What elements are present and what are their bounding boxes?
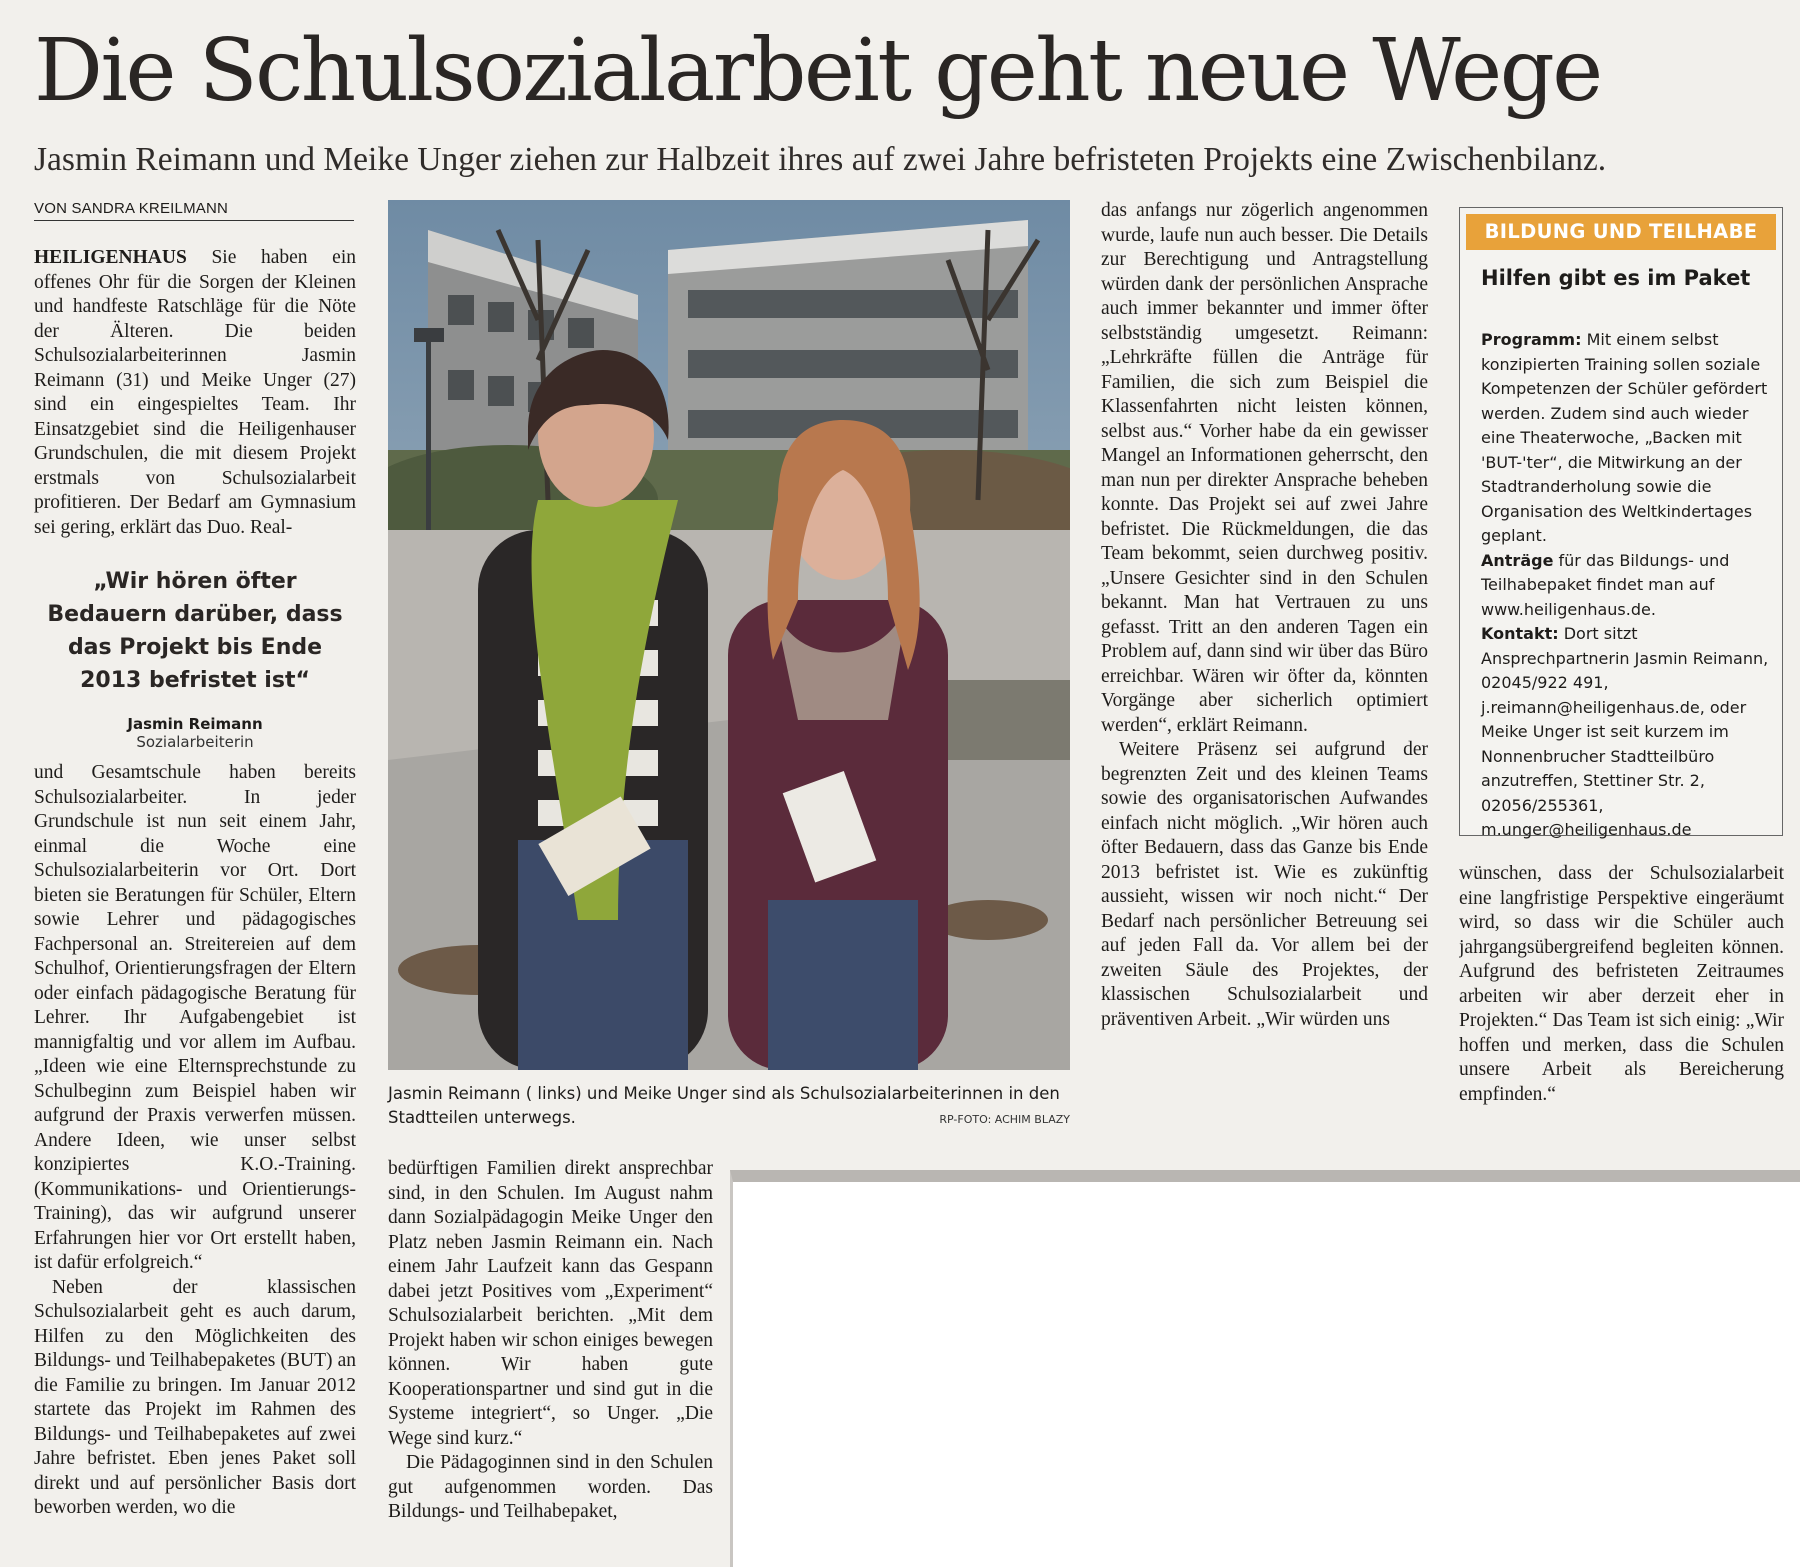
- article-text: Sie haben ein offenes Ohr für die Sorgen der Kleinen und handfeste Ratschläge für die Nöte der Älteren. Die beiden Schulsozialarbeiterinnen Jasmin Reimann (31) und Meike Unger (27) sind ein eingespieltes Team. Ihr Einsatzgebiet sind die Heiligenhauser Grundschulen, die mit diesem Projekt erstmals von Schulsozialarbeit profitieren. Der Bedarf am Gymnasium sei gering, erklärt das Duo. Real-: [34, 247, 356, 538]
- paragraph: und Gesamtschule haben bereits Schulsozialarbeiter. In jeder Grundschule ist nun seit einem Jahr, einmal die Woche eine Schulsozialarbeiterin vor Ort. Dort bieten sie Beratungen für Schüler, Eltern sowie Lehrer und pädagogisches Fachpersonal an. Streitereien auf dem Schulhof, Orientierungsfragen der Eltern oder einfach pädagogische Beratung für Lehrer. Ihr Aufgabengebiet ist mannigfaltig und vor allem im Aufbau. „Ideen wie eine Elternsprechstunde zu Schulbeginn zum Beispiel haben wir aufgrund der Praxis verwerfen müssen. Andere Ideen, wie unser selbst konzipiertes K.O.-Training. (Kommunikations- und Orientierungs-Training), das wir aufgrund unserer Erfahrungen hier vor Ort erstellt haben, ist dafür erfolgreich.“: [34, 762, 356, 1273]
- pull-quote-text: „Wir hören öfter Bedauern darüber, dass das Projekt bis Ende 2013 befristet ist“: [47, 569, 343, 693]
- article-column-1-bottom: [34, 761, 356, 1551]
- byline: VON SANDRA KREILMANN: [34, 200, 354, 221]
- article-column-2-bottom: [388, 1157, 713, 1552]
- info-box-tag: BILDUNG UND TEILHABE: [1466, 214, 1776, 250]
- info-text-programm: Mit einem selbst konzipierten Training sollen soziale Kompetenzen der Schüler gefördert werden. Zudem sind auch wieder eine Theaterwoche, „Backen mit 'BUT-'ter“, die Mitwirkung an der Stadtranderholung sowie die Organisation des Weltkindertages geplant.: [1481, 330, 1768, 545]
- article-photo: [388, 200, 1070, 1070]
- article-column-4: [1459, 862, 1784, 1142]
- paragraph: das anfangs nur zögerlich angenommen wurde, laufe nun auch besser. Die Details zur Berechtigung und Antragstellung würden dank der persönlichen Ansprache auch immer bekannter und immer öfter selbstständig umgesetzt. Reimann: „Lehrkräfte füllen die Anträge für Familien, die sich zum Beispiel die Klassenfahrten nicht leisten können, selbst aus.“ Vorher habe da ein gewisser Mangel an Informationen geherrscht, den man nun per direkter Ansprache beheben konnte. Das Projekt sei auf zwei Jahre befristet. Die Rückmeldungen, die das Team bekommt, seien durchweg positiv. „Unsere Gesichter sind in den Schulen bekannt. Man hat Vertrauen zu uns gefasst. Tritt an den anderen Tagen ein Problem auf, dann sind wir über das Büro erreichbar. Wären wir öfter da, könnten Vorgänge aber sicherlich optimiert werden“, erklärt Reimann.: [1101, 200, 1428, 736]
- pull-quote: [40, 565, 350, 751]
- photo-credit: RP-FOTO: ACHIM BLAZY: [939, 1113, 1070, 1126]
- info-box: [1459, 207, 1783, 839]
- photo-illustration: [388, 200, 1070, 1070]
- pull-quote-role: Sozialarbeiterin: [136, 733, 254, 751]
- paragraph: Neben der klassischen Schulsozialarbeit geht es auch darum, Hilfen zu den Möglichkeiten des Bildungs- und Teilhabepaketes (BUT) an die Familie zu bringen. Im Januar 2012 startete das Projekt im Rahmen des Bildungs- und Teilhabepaketes auf zwei Jahre befristet. Eben jenes Paket soll direkt und auf persönlicher Basis dort beworben werden, wo die: [34, 1276, 356, 1518]
- article-column-1-top: [34, 246, 356, 542]
- info-label-antraege: Anträge: [1481, 550, 1554, 570]
- info-text-antraege: für das Bildungs- und Teilhabepaket findet man auf www.heiligenhaus.de.: [1481, 550, 1730, 619]
- pull-quote-name: Jasmin Reimann: [127, 715, 263, 733]
- info-box-title: Hilfen gibt es im Paket: [1481, 266, 1751, 290]
- paragraph: Die Pädagoginnen sind in den Schulen gut aufgenommen worden. Das Bildungs- und Teilhabepaket,: [388, 1452, 713, 1522]
- info-text-kontakt: Dort sitzt Ansprechpartnerin Jasmin Reimann, 02045/922 491, j.reimann@heiligenhaus.de, oder Meike Unger ist seit kurzem im Nonnenbrucher Stadtteilbüro anzutreffen, Stettiner Str. 2, 02056/255361, m.unger@heiligenhaus.de: [1481, 624, 1769, 839]
- paragraph: Weitere Präsenz sei aufgrund der begrenzten Zeit und des kleinen Teams sowie des organisatorischen Aufwandes einfach nicht möglich. „Wir hören auch öfter Bedauern, dass das Ganze bis Ende 2013 befristet ist. Wie es zukünftig aussieht, wissen wir noch nicht.“ Der Bedarf nach persönlicher Betreuung sei auf jeden Fall da. Vor allem bei der zweiten Säule des Projektes, der klassischen Schulsozialarbeit und präventiven Arbeit. „Wir würden uns: [1101, 739, 1428, 1030]
- dateline: HEILIGENHAUS: [34, 247, 187, 268]
- info-box-text: [1481, 328, 1773, 843]
- photo-caption: Jasmin Reimann ( links) und Meike Unger sind als Schulsozialarbeiterinnen in den Stadtteilen unterwegs.: [388, 1084, 1060, 1127]
- info-label-kontakt: Kontakt:: [1481, 624, 1559, 643]
- headline: Die Schulsozialarbeit geht neue Wege: [34, 21, 1601, 121]
- paragraph: bedürftigen Familien direkt ansprechbar sind, in den Schulen. Im August nahm dann Sozialpädagogin Meike Unger den Platz neben Jasmin Reimann ein. Nach einem Jahr Laufzeit kann das Gespann dabei jetzt Positives vom „Experiment“ Schulsozialarbeit berichten. „Mit dem Projekt haben wir schon einiges bewegen können. Wir haben gute Kooperationspartner und sind gut in die Systeme integriert“, so Unger. „Die Wege sind kurz.“: [388, 1158, 713, 1449]
- info-label-programm: Programm:: [1481, 330, 1582, 349]
- subheadline: Jasmin Reimann und Meike Unger ziehen zur Halbzeit ihres auf zwei Jahre befristeten Projekts eine Zwischenbilanz.: [34, 141, 1607, 178]
- article-column-3: [1101, 199, 1428, 1139]
- paragraph: wünschen, dass der Schulsozialarbeit eine langfristige Perspektive eingeräumt wird, so dass wir die Schüler auch jahrgangsübergreifend begleiten können. Aufgrund des befristeten Zeitraumes arbeiten wir aber derzeit eher in Projekten.“ Das Team ist sich einig: „Wir hoffen und merken, dass die Schulen unsere Arbeit als Bereicherung empfinden.“: [1459, 863, 1784, 1105]
- blank-paper-area: [730, 1170, 1800, 1567]
